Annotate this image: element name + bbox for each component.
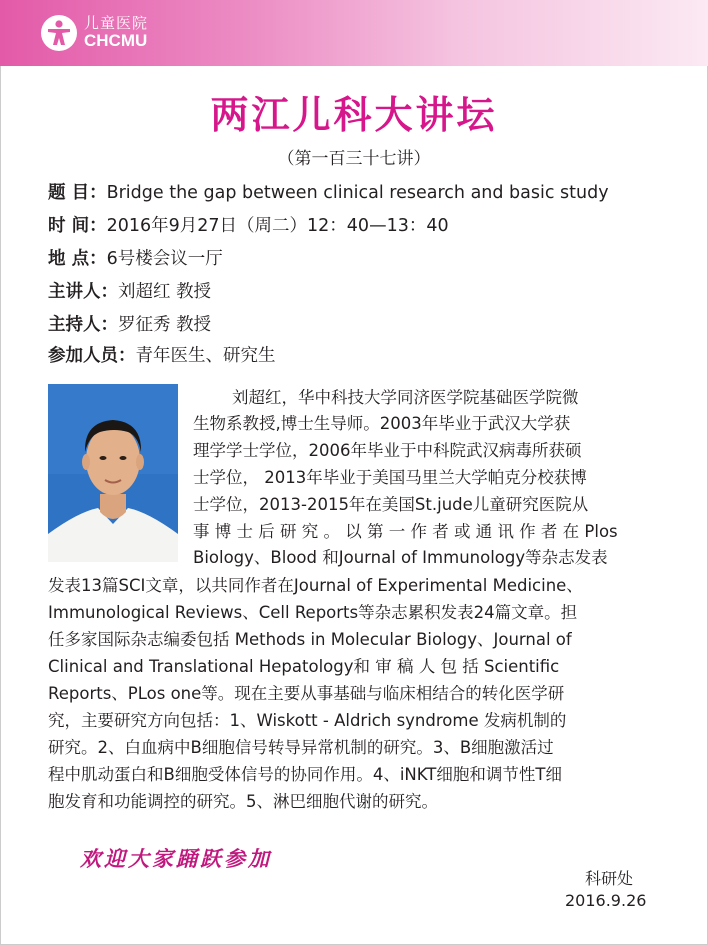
bio-line: 程中肌动蛋白和B细胞受体信号的协同作用。4、iNKT细胞和调节性T细 [48,765,562,784]
place-value: 6号楼会议一厅 [106,249,223,269]
bio-line: 任多家国际杂志编委包括 Methods in Molecular Biology、Journal of [48,630,572,649]
bio-line: 士学位，2013-2015年在美国St.jude儿童研究医院从 [193,495,589,514]
child-figure-logo-icon [40,14,78,52]
organizer: 科研处 [585,869,634,888]
welcome-text: 欢迎大家踊跃参加 [80,846,272,871]
info-topic [48,181,609,205]
topic-value: Bridge the gap between clinical research and basic study [106,183,609,203]
bio-line: 研究。2、白血病中B细胞信号转导异常机制的研究。3、B细胞激活过 [48,738,554,757]
info-place [48,247,223,271]
info-host [48,313,211,337]
speaker-portrait-icon [48,384,178,562]
time-value: 2016年9月27日（周二）12：40—13：40 [106,216,449,236]
info-speaker [48,280,211,304]
page-title: 两江儿科大讲坛 [210,93,498,137]
time-label: 时 间： [48,216,107,236]
place-label: 地 点： [48,249,107,269]
header-bar [0,0,708,66]
audience-value: 青年医生、研究生 [135,346,276,366]
bio-line: 理学学士学位，2006年毕业于中科院武汉病毒所获硕 [193,441,582,460]
speaker-value: 刘超红 教授 [118,282,212,302]
info-time [48,214,449,238]
logo-text-cn: 儿童医院 [84,14,149,32]
bio-line: Immunological Reviews、Cell Reports等杂志累积发表24篇文章。担 [48,603,578,622]
bio-line: 胞发育和功能调控的研究。5、淋巴细胞代谢的研究。 [48,792,438,811]
issue-date: 2016.9.26 [565,891,647,910]
bio-line: Biology、Blood 和Journal of Immunology等杂志发表 [193,548,608,567]
speaker-photo [48,384,178,562]
bio-line: Reports、PLos one等。现在主要从事基础与临床相结合的转化医学研 [48,684,565,703]
logo-text-en: CHCMU [84,31,148,50]
speaker-label: 主讲人： [48,282,118,302]
lecture-number: （第一百三十七讲） [277,149,431,169]
topic-label: 题 目： [48,183,107,203]
bio-line: 刘超红，华中科技大学同济医学院基础医学院微 [232,388,579,407]
bio-line: 生物系教授,博士生导师。2003年毕业于武汉大学获 [193,414,571,433]
bio-line: 士学位， 2013年毕业于美国马里兰大学帕克分校获博 [193,468,587,487]
bio-line: 究，主要研究方向包括：1、Wiskott - Aldrich syndrome 发病机制的 [48,711,567,730]
audience-label: 参加人员： [48,346,136,366]
info-audience [48,344,276,368]
bio-line: 发表13篇SCI文章，以共同作者在Journal of Experimental Medicine、 [48,576,583,595]
host-label: 主持人： [48,315,118,335]
bio-line: 事 博 士 后 研 究 。 以 第 一 作 者 或 通 讯 作 者 在 Plos [193,522,618,541]
bio-line: Clinical and Translational Hepatology和 审 稿 人 包 括 Scientific [48,657,560,676]
host-value: 罗征秀 教授 [118,315,212,335]
